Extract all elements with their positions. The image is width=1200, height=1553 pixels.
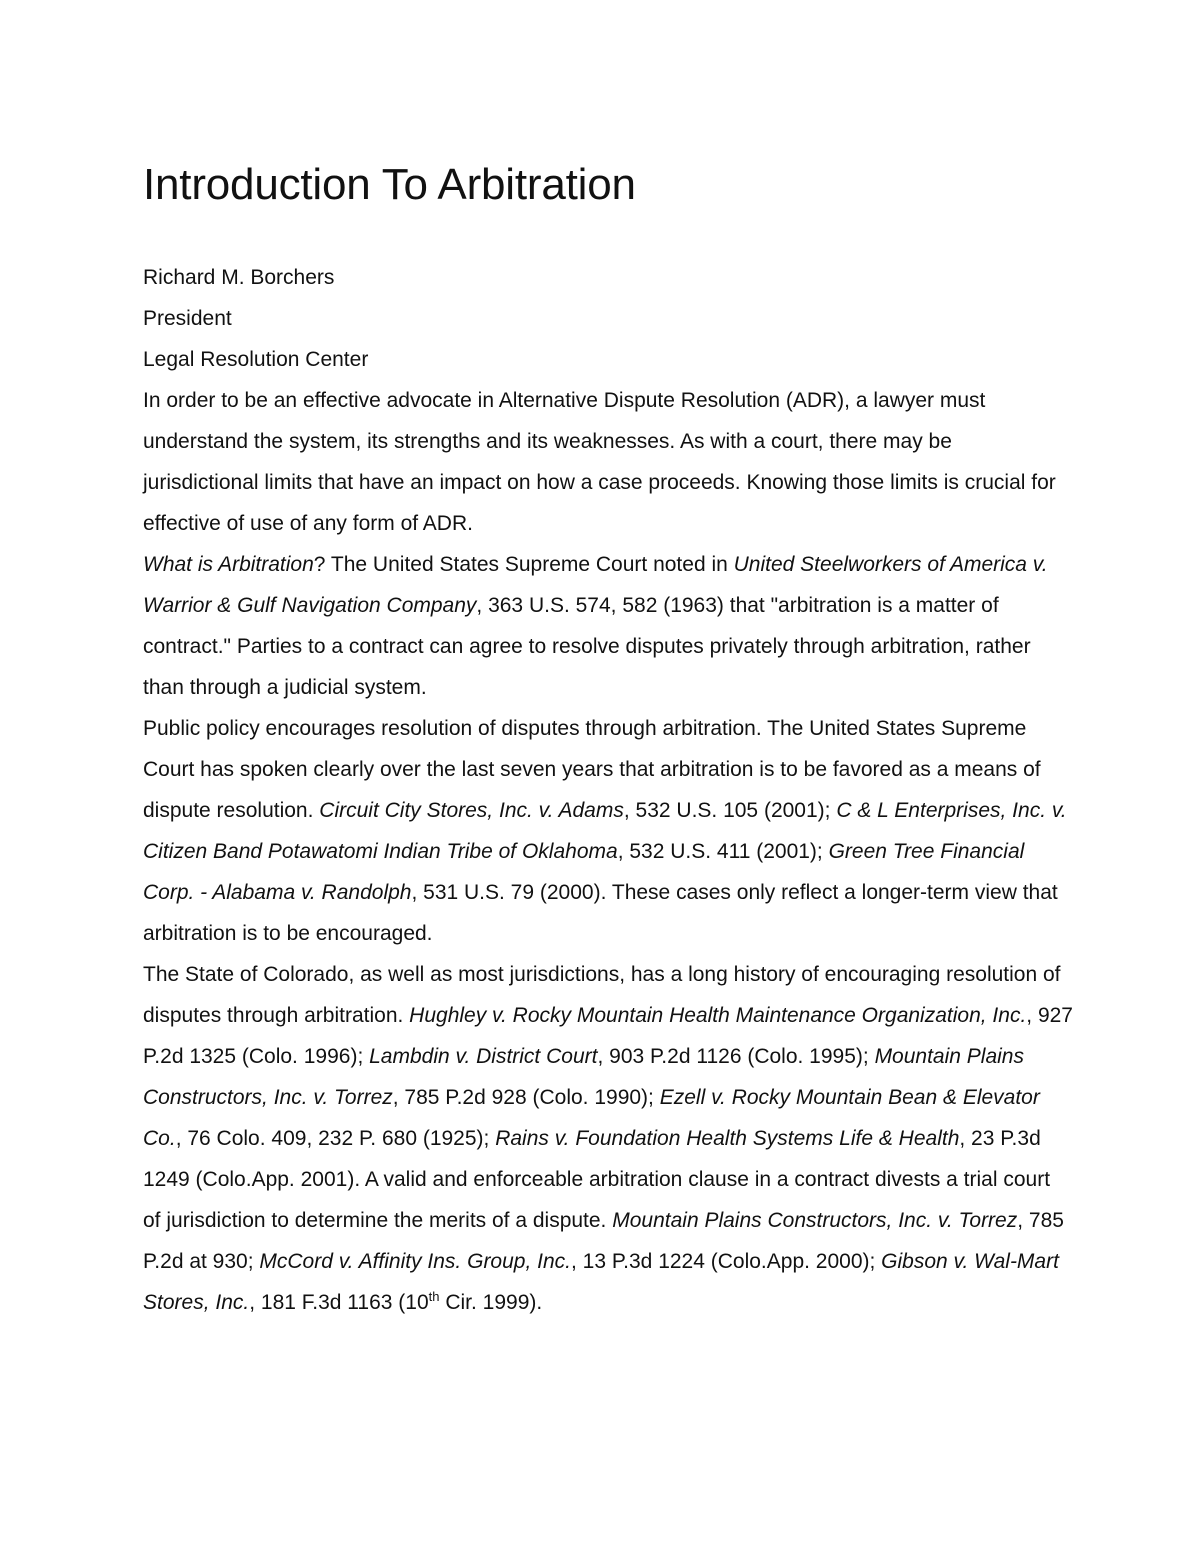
paragraph-text: , 903 P.2d 1126 (Colo. 1995); xyxy=(597,1045,875,1068)
superscript-text: th xyxy=(428,1289,440,1304)
body-paragraph xyxy=(143,380,1073,544)
paragraph-text: , 532 U.S. 411 (2001); xyxy=(617,840,829,863)
paragraph-text: , 13 P.3d 1224 (Colo.App. 2000); xyxy=(571,1250,882,1273)
paragraph-text: The State of Colorado, as well as most jurisdictions, has a long history of encouraging resolution of disputes through arbitration. xyxy=(143,963,1061,1027)
paragraph-text: Cir. 1999). xyxy=(439,1291,543,1314)
case-citation: Lambdin v. District Court xyxy=(369,1045,598,1068)
body-paragraph xyxy=(143,954,1073,1323)
document-content xyxy=(143,155,1073,1323)
case-citation: Hughley v. Rocky Mountain Health Maintenance Organization, Inc. xyxy=(409,1004,1027,1027)
author-position: President xyxy=(143,307,232,330)
author-block xyxy=(143,257,1073,380)
case-citation: Green Tree Financial Corp. - Alabama v. Randolph xyxy=(143,840,1025,904)
document-title: Introduction To Arbitration xyxy=(143,160,636,209)
author-name: Richard M. Borchers xyxy=(143,266,335,289)
paragraph-text: , 785 P.2d 928 (Colo. 1990); xyxy=(392,1086,660,1109)
paragraph-text: , 76 Colo. 409, 232 P. 680 (1925); xyxy=(175,1127,496,1150)
case-citation: C & L Enterprises, Inc. v. Citizen Band Potawatomi Indian Tribe of Oklahoma xyxy=(143,799,1067,863)
case-citation: McCord v. Affinity Ins. Group, Inc. xyxy=(259,1250,571,1273)
author-organization: Legal Resolution Center xyxy=(143,348,369,371)
case-citation: Ezell v. Rocky Mountain Bean & Elevator Co. xyxy=(143,1086,1040,1150)
paragraph-text: , 531 U.S. 79 (2000). These cases only reflect a longer-term view that arbitration is to be encouraged. xyxy=(143,881,1058,945)
paragraph-text: , 785 P.2d at 930; xyxy=(143,1209,1064,1273)
paragraph-text: Public policy encourages resolution of disputes through arbitration. The United States Supreme Court has spoken clearly over the last seven years that arbitration is to be favored as a means of dispute resolution. xyxy=(143,717,1041,822)
case-citation: Mountain Plains Constructors, Inc. v. Torrez xyxy=(143,1045,1024,1109)
paragraph-text: , 23 P.3d 1249 (Colo.App. 2001). A valid and enforceable arbitration clause in a contract divests a trial court of jurisdiction to determine the merits of a dispute. xyxy=(143,1127,1051,1232)
case-citation: Circuit City Stores, Inc. v. Adams xyxy=(319,799,624,822)
case-citation: Mountain Plains Constructors, Inc. v. Torrez xyxy=(612,1209,1018,1232)
paragraph-text: , 363 U.S. 574, 582 (1963) that "arbitration is a matter of contract." Parties to a contract can agree to resolve disputes privately through arbitration, rather than through a judicial system. xyxy=(143,594,1031,699)
body-paragraph xyxy=(143,544,1073,708)
paragraph-text: , 532 U.S. 105 (2001); xyxy=(623,799,837,822)
case-citation: United Steelworkers of America v. Warrior & Gulf Navigation Company xyxy=(143,553,1048,617)
body-text xyxy=(143,380,1073,1323)
paragraph-text: , 927 P.2d 1325 (Colo. 1996); xyxy=(143,1004,1073,1068)
paragraph-text: ? The United States Supreme Court noted in xyxy=(313,553,734,576)
body-paragraph xyxy=(143,708,1073,954)
case-citation: What is Arbitration xyxy=(143,553,314,576)
case-citation: Rains v. Foundation Health Systems Life & Health xyxy=(495,1127,960,1150)
case-citation: Gibson v. Wal-Mart Stores, Inc. xyxy=(143,1250,1059,1314)
paragraph-text: , 181 F.3d 1163 (10 xyxy=(249,1291,429,1314)
paragraph-text: In order to be an effective advocate in Alternative Dispute Resolution (ADR), a lawyer must understand the system, its strengths and its weaknesses. As with a court, there may be jurisdictional limits that have an impact on how a case proceeds. Knowing those limits is crucial for effective of use of any form of ADR. xyxy=(143,389,1056,535)
